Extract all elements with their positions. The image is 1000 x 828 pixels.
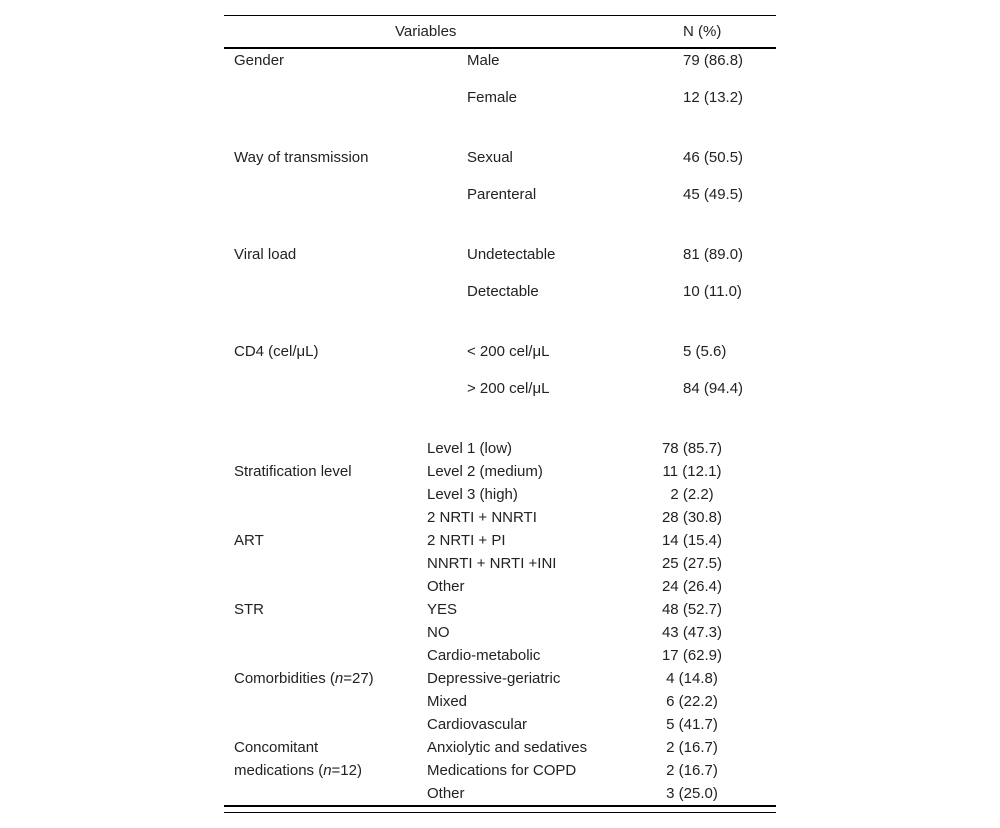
header-n-pct: N (%)	[683, 23, 722, 40]
row-item: Level 1 (low)	[427, 440, 513, 457]
row-value: 84 (94.4)	[683, 380, 744, 397]
row-item: Level 3 (high)	[427, 486, 518, 503]
row-label-transmission: Way of transmission	[234, 149, 369, 166]
row-value: 2 (2.2)	[670, 486, 714, 503]
row-item: NO	[427, 624, 450, 641]
row-item: Other	[427, 578, 465, 595]
row-label-gender: Gender	[234, 52, 285, 69]
bottom-rule-2	[224, 812, 776, 813]
row-value: 5 (5.6)	[683, 343, 727, 360]
label-text: medications (	[234, 762, 324, 779]
row-label-viral-load: Viral load	[234, 246, 297, 263]
row-value: 81 (89.0)	[683, 246, 744, 263]
row-value: 45 (49.5)	[683, 186, 744, 203]
row-label-cd4: CD4 (cel/μL)	[234, 343, 319, 360]
row-value: 48 (52.7)	[661, 601, 723, 618]
row-item: > 200 cel/μL	[467, 380, 550, 397]
row-item: Other	[427, 785, 465, 802]
row-value: 28 (30.8)	[661, 509, 723, 526]
row-value: 17 (62.9)	[661, 647, 723, 664]
row-value: 4 (14.8)	[666, 670, 718, 687]
row-label-comorbidities	[234, 669, 374, 689]
row-item: Medications for COPD	[427, 762, 577, 779]
row-item: Sexual	[467, 149, 513, 166]
row-item: 2 NRTI + NNRTI	[427, 509, 537, 526]
row-item: NNRTI + NRTI +INI	[427, 555, 557, 572]
header-rule	[224, 47, 776, 49]
row-item: Cardio-metabolic	[427, 647, 541, 664]
row-value: 5 (41.7)	[666, 716, 718, 733]
row-label-art: ART	[234, 532, 264, 549]
top-rule	[224, 15, 776, 16]
row-value: 12 (13.2)	[683, 89, 744, 106]
bottom-rule	[224, 805, 776, 807]
row-value: 25 (27.5)	[661, 555, 723, 572]
row-item: Detectable	[467, 283, 539, 300]
row-item: Male	[467, 52, 500, 69]
row-item: Anxiolytic and sedatives	[427, 739, 588, 756]
label-n: n	[334, 670, 344, 687]
row-item: Undetectable	[467, 246, 556, 263]
label-n: n	[323, 762, 332, 779]
row-value: 24 (26.4)	[661, 578, 723, 595]
row-value: 2 (16.7)	[666, 762, 718, 779]
row-item: YES	[427, 601, 458, 618]
row-item: 2 NRTI + PI	[427, 532, 506, 549]
row-label-concomitant-line1: Concomitant	[234, 739, 319, 756]
row-value: 43 (47.3)	[661, 624, 723, 641]
header-variables: Variables	[395, 23, 457, 40]
row-value: 2 (16.7)	[666, 739, 718, 756]
row-label-concomitant-line2	[234, 761, 362, 781]
row-value: 14 (15.4)	[661, 532, 723, 549]
row-item: < 200 cel/μL	[467, 343, 550, 360]
row-value: 3 (25.0)	[666, 785, 718, 802]
row-item: Depressive-geriatric	[427, 670, 561, 687]
row-value: 78 (85.7)	[661, 440, 723, 457]
row-item: Parenteral	[467, 186, 537, 203]
row-item: Level 2 (medium)	[427, 463, 543, 480]
row-item: Cardiovascular	[427, 716, 528, 733]
row-label-str: STR	[234, 601, 264, 618]
row-item: Mixed	[427, 693, 468, 710]
row-value: 10 (11.0)	[683, 283, 742, 300]
row-label-stratification: Stratification level	[234, 463, 352, 480]
row-value: 79 (86.8)	[683, 52, 744, 69]
row-item: Female	[467, 89, 518, 106]
row-value: 46 (50.5)	[683, 149, 744, 166]
label-text: Comorbidities (	[234, 670, 335, 687]
label-text: =12)	[331, 762, 362, 779]
row-value: 11 (12.1)	[662, 463, 722, 480]
label-text: =27)	[343, 670, 374, 687]
row-value: 6 (22.2)	[666, 693, 718, 710]
